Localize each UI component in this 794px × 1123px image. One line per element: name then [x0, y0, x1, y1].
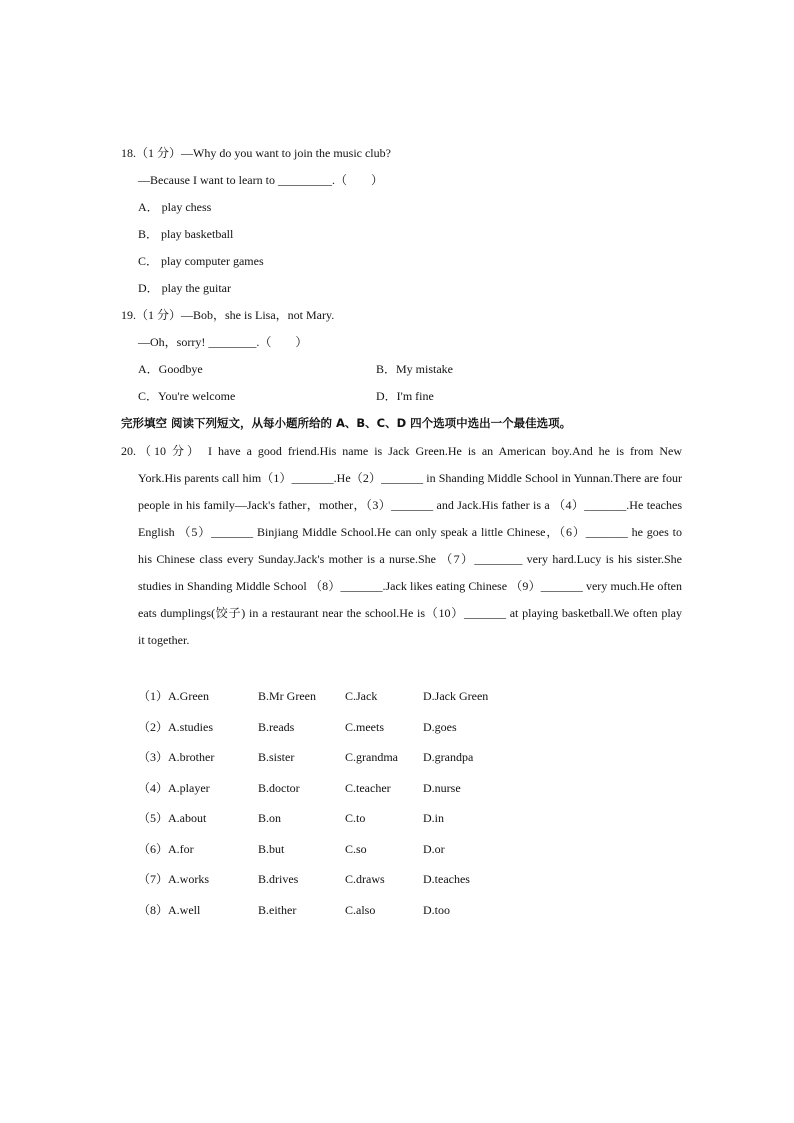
q20-1-option-c[interactable]: C.Jack — [345, 689, 378, 703]
q20-7-option-b[interactable]: B.drives — [258, 872, 299, 886]
q18-reply: —Because I want to learn to _________.（ ） — [138, 173, 383, 187]
q20-2-option-d[interactable]: D.goes — [423, 720, 457, 734]
passage-line: studies in Shanding Middle School （8）_______.Jack likes eating Chinese （9）_______ very much.He often — [138, 579, 682, 593]
q20-8-option-d[interactable]: D.too — [423, 903, 450, 917]
q20-6-option-c[interactable]: C.so — [345, 842, 367, 856]
q20-4-option-b[interactable]: B.doctor — [258, 781, 300, 795]
q20-6-option-b[interactable]: B.but — [258, 842, 285, 856]
q20-7-option-d[interactable]: D.teaches — [423, 872, 470, 886]
q20-2-option-c[interactable]: C.meets — [345, 720, 384, 734]
q18-option-c[interactable]: C． play computer games — [138, 254, 264, 268]
q18-stem: 18.（1 分）—Why do you want to join the music club? — [121, 146, 391, 160]
q20-8-option-c[interactable]: C.also — [345, 903, 376, 917]
q20-5-option-a[interactable]: （5）A.about — [138, 811, 207, 825]
passage-line: it together. — [138, 633, 190, 647]
q19-option-d[interactable]: D．I'm fine — [376, 389, 434, 403]
q20-5-option-d[interactable]: D.in — [423, 811, 444, 825]
q19-reply: —Oh，sorry! ________.（ ） — [138, 335, 308, 349]
q20-4-option-a[interactable]: （4）A.player — [138, 781, 210, 795]
section-title: 完形填空 阅读下列短文，从每小题所给的 A、B、C、D 四个选项中选出一个最佳选项。 — [121, 416, 572, 430]
q20-passage — [121, 438, 682, 654]
q20-3-option-c[interactable]: C.grandma — [345, 750, 398, 764]
q18-option-a[interactable]: A． play chess — [138, 200, 212, 214]
q20-7-option-a[interactable]: （7）A.works — [138, 872, 209, 886]
q20-7-option-c[interactable]: C.draws — [345, 872, 385, 886]
q19-option-b[interactable]: B．My mistake — [376, 362, 453, 376]
q20-1-option-d[interactable]: D.Jack Green — [423, 689, 489, 703]
passage-line: people in his family—Jack's father，mother，（3）_______ and Jack.His father is a （4）_______.He teaches — [138, 498, 682, 512]
q20-4-option-c[interactable]: C.teacher — [345, 781, 391, 795]
q19-option-a[interactable]: A．Goodbye — [138, 362, 203, 376]
q18-option-b[interactable]: B． play basketball — [138, 227, 234, 241]
q20-2-option-b[interactable]: B.reads — [258, 720, 295, 734]
q20-1-option-a[interactable]: （1）A.Green — [138, 689, 209, 703]
q20-3-option-b[interactable]: B.sister — [258, 750, 295, 764]
q18-option-d[interactable]: D． play the guitar — [138, 281, 231, 295]
q20-8-option-b[interactable]: B.either — [258, 903, 297, 917]
q20-2-option-a[interactable]: （2）A.studies — [138, 720, 214, 734]
passage-line: English （5）_______ Binjiang Middle School.He can only speak a little Chinese，（6）_______ he goes to — [138, 525, 682, 539]
passage-line: 20.（10 分） I have a good friend.His name is Jack Green.He is an American boy.And he is from New — [121, 444, 682, 458]
q20-3-option-a[interactable]: （3）A.brother — [138, 750, 215, 764]
passage-line: York.His parents call him（1）_______.He（2）_______ in Shanding Middle School in Yunnan.There are four — [138, 471, 682, 485]
q20-8-option-a[interactable]: （8）A.well — [138, 903, 201, 917]
q20-5-option-c[interactable]: C.to — [345, 811, 366, 825]
q20-3-option-d[interactable]: D.grandpa — [423, 750, 474, 764]
q20-4-option-d[interactable]: D.nurse — [423, 781, 461, 795]
q20-5-option-b[interactable]: B.on — [258, 811, 282, 825]
q20-6-option-a[interactable]: （6）A.for — [138, 842, 194, 856]
passage-line: eats dumplings(饺子) in a restaurant near the school.He is（10）_______ at playing basketball.We often play — [138, 606, 682, 620]
q19-stem: 19.（1 分）—Bob，she is Lisa，not Mary. — [121, 308, 335, 322]
q19-option-c[interactable]: C．You're welcome — [138, 389, 236, 403]
q20-1-option-b[interactable]: B.Mr Green — [258, 689, 316, 703]
passage-line: his Chinese class every Sunday.Jack's mother is a nurse.She （7）________ very hard.Lucy is his sister.She — [138, 552, 682, 566]
q20-6-option-d[interactable]: D.or — [423, 842, 445, 856]
